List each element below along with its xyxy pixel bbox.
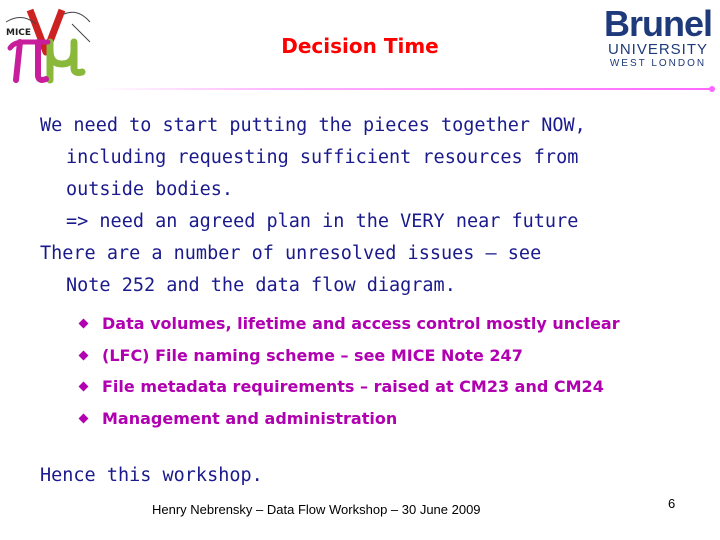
paragraph-plan-line-3: outside bodies. (66, 179, 234, 200)
divider-dot (709, 86, 715, 92)
list-item (80, 403, 680, 435)
bullet-diamond-icon (79, 350, 89, 360)
mice-logo (2, 2, 94, 90)
list-item-text: (LFC) File naming scheme – see MICE Note 247 (102, 345, 523, 365)
paragraph-plan-line-4: => need an agreed plan in the VERY near future (66, 211, 579, 232)
bullet-diamond-icon (79, 319, 89, 329)
brunel-logo-university: UNIVERSITY (607, 41, 708, 58)
paragraph-issues-line-2: Note 252 and the data flow diagram. (66, 275, 456, 296)
slide-body (40, 110, 680, 492)
list-item (80, 340, 680, 372)
paragraph-plan-line-2: including requesting sufficient resources from (66, 147, 579, 168)
paragraph-plan-line-1: We need to start putting the pieces together NOW, (40, 115, 586, 136)
list-item (80, 371, 680, 403)
list-item-text: Management and administration (102, 408, 398, 428)
brunel-university-logo (600, 3, 716, 76)
paragraph-issues-line-1: There are a number of unresolved issues – see (40, 243, 542, 264)
list-item-text: Data volumes, lifetime and access control mostly unclear (102, 314, 620, 333)
paragraph-plan (40, 110, 680, 238)
brunel-logo-location: WEST LONDON (609, 58, 707, 69)
title-divider (94, 88, 712, 90)
slide-footer: Henry Nebrensky – Data Flow Workshop – 30 June 2009 (152, 502, 481, 517)
page-number: 6 (668, 496, 676, 511)
issues-list (40, 308, 680, 434)
bullet-diamond-icon (79, 413, 89, 423)
list-item-text: File metadata requirements – raised at CM23 and CM24 (102, 377, 604, 396)
brunel-logo-name: Brunel (603, 3, 712, 44)
bullet-diamond-icon (79, 382, 89, 392)
slide-title: Decision Time (281, 34, 439, 58)
mice-logo-text: MICE (6, 28, 32, 38)
divider-line (94, 88, 712, 90)
closing-line: Hence this workshop. (40, 465, 263, 486)
list-item (80, 308, 680, 340)
paragraph-issues (40, 238, 680, 302)
